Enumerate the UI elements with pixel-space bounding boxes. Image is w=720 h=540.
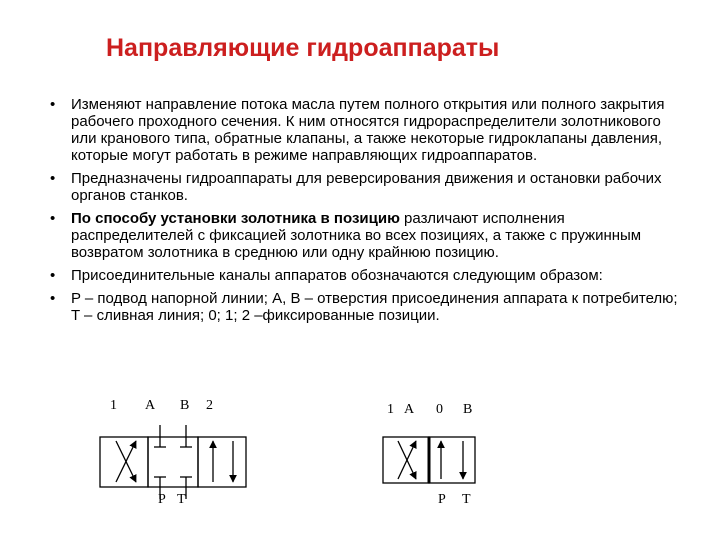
- bullet-item: • Присоединительные каналы аппаратов обозначаются следующим образом:: [48, 267, 684, 284]
- bullet-item: • Предназначены гидроаппараты для реверсирования движения и остановки рабочих органов станков.: [48, 170, 684, 204]
- left-label-a: A: [145, 398, 156, 413]
- left-valve-position-2: [198, 437, 246, 487]
- left-label-t: T: [177, 492, 186, 507]
- right-label-a: A: [404, 402, 415, 417]
- bullet-item: • По способу установки золотника в позицию различают исполнения распределителей с фиксацией золотника во всех позициях, а также с пружинным возвратом золотника в среднюю или одну крайнюю позицию.: [48, 210, 684, 261]
- left-valve-position-0: [148, 437, 198, 487]
- right-label-p: P: [438, 492, 446, 507]
- page-title: Направляющие гидроаппараты: [106, 34, 500, 62]
- left-label-b: B: [180, 398, 190, 413]
- left-valve-position-1: [100, 437, 148, 487]
- bullet-item: • Изменяют направление потока масла путем полного открытия или полного закрытия рабочего проходного сечения. К ним относятся гидрораспределители золотникового или кранового типа, обратные клапаны, а также некоторые гидроклапаны давления, которые могут работать в режиме направляющих гидроаппаратов.: [48, 96, 684, 164]
- right-valve-position-0: [429, 437, 475, 483]
- right-valve-position-1: [383, 437, 429, 483]
- right-label-0: 0: [436, 402, 443, 417]
- right-label-t: T: [462, 492, 471, 507]
- left-valve-symbol: [100, 425, 246, 499]
- left-label-1: 1: [110, 398, 117, 413]
- left-label-p: P: [158, 492, 166, 507]
- left-label-2: 2: [206, 398, 213, 413]
- right-label-b: B: [463, 402, 473, 417]
- bullet-item: • P – подвод напорной линии; A, B – отверстия присоединения аппарата к потребителю; T – сливная линия; 0; 1; 2 –фиксированные позиции.: [48, 290, 684, 324]
- right-valve-symbol: [383, 437, 475, 483]
- right-label-1: 1: [387, 402, 394, 417]
